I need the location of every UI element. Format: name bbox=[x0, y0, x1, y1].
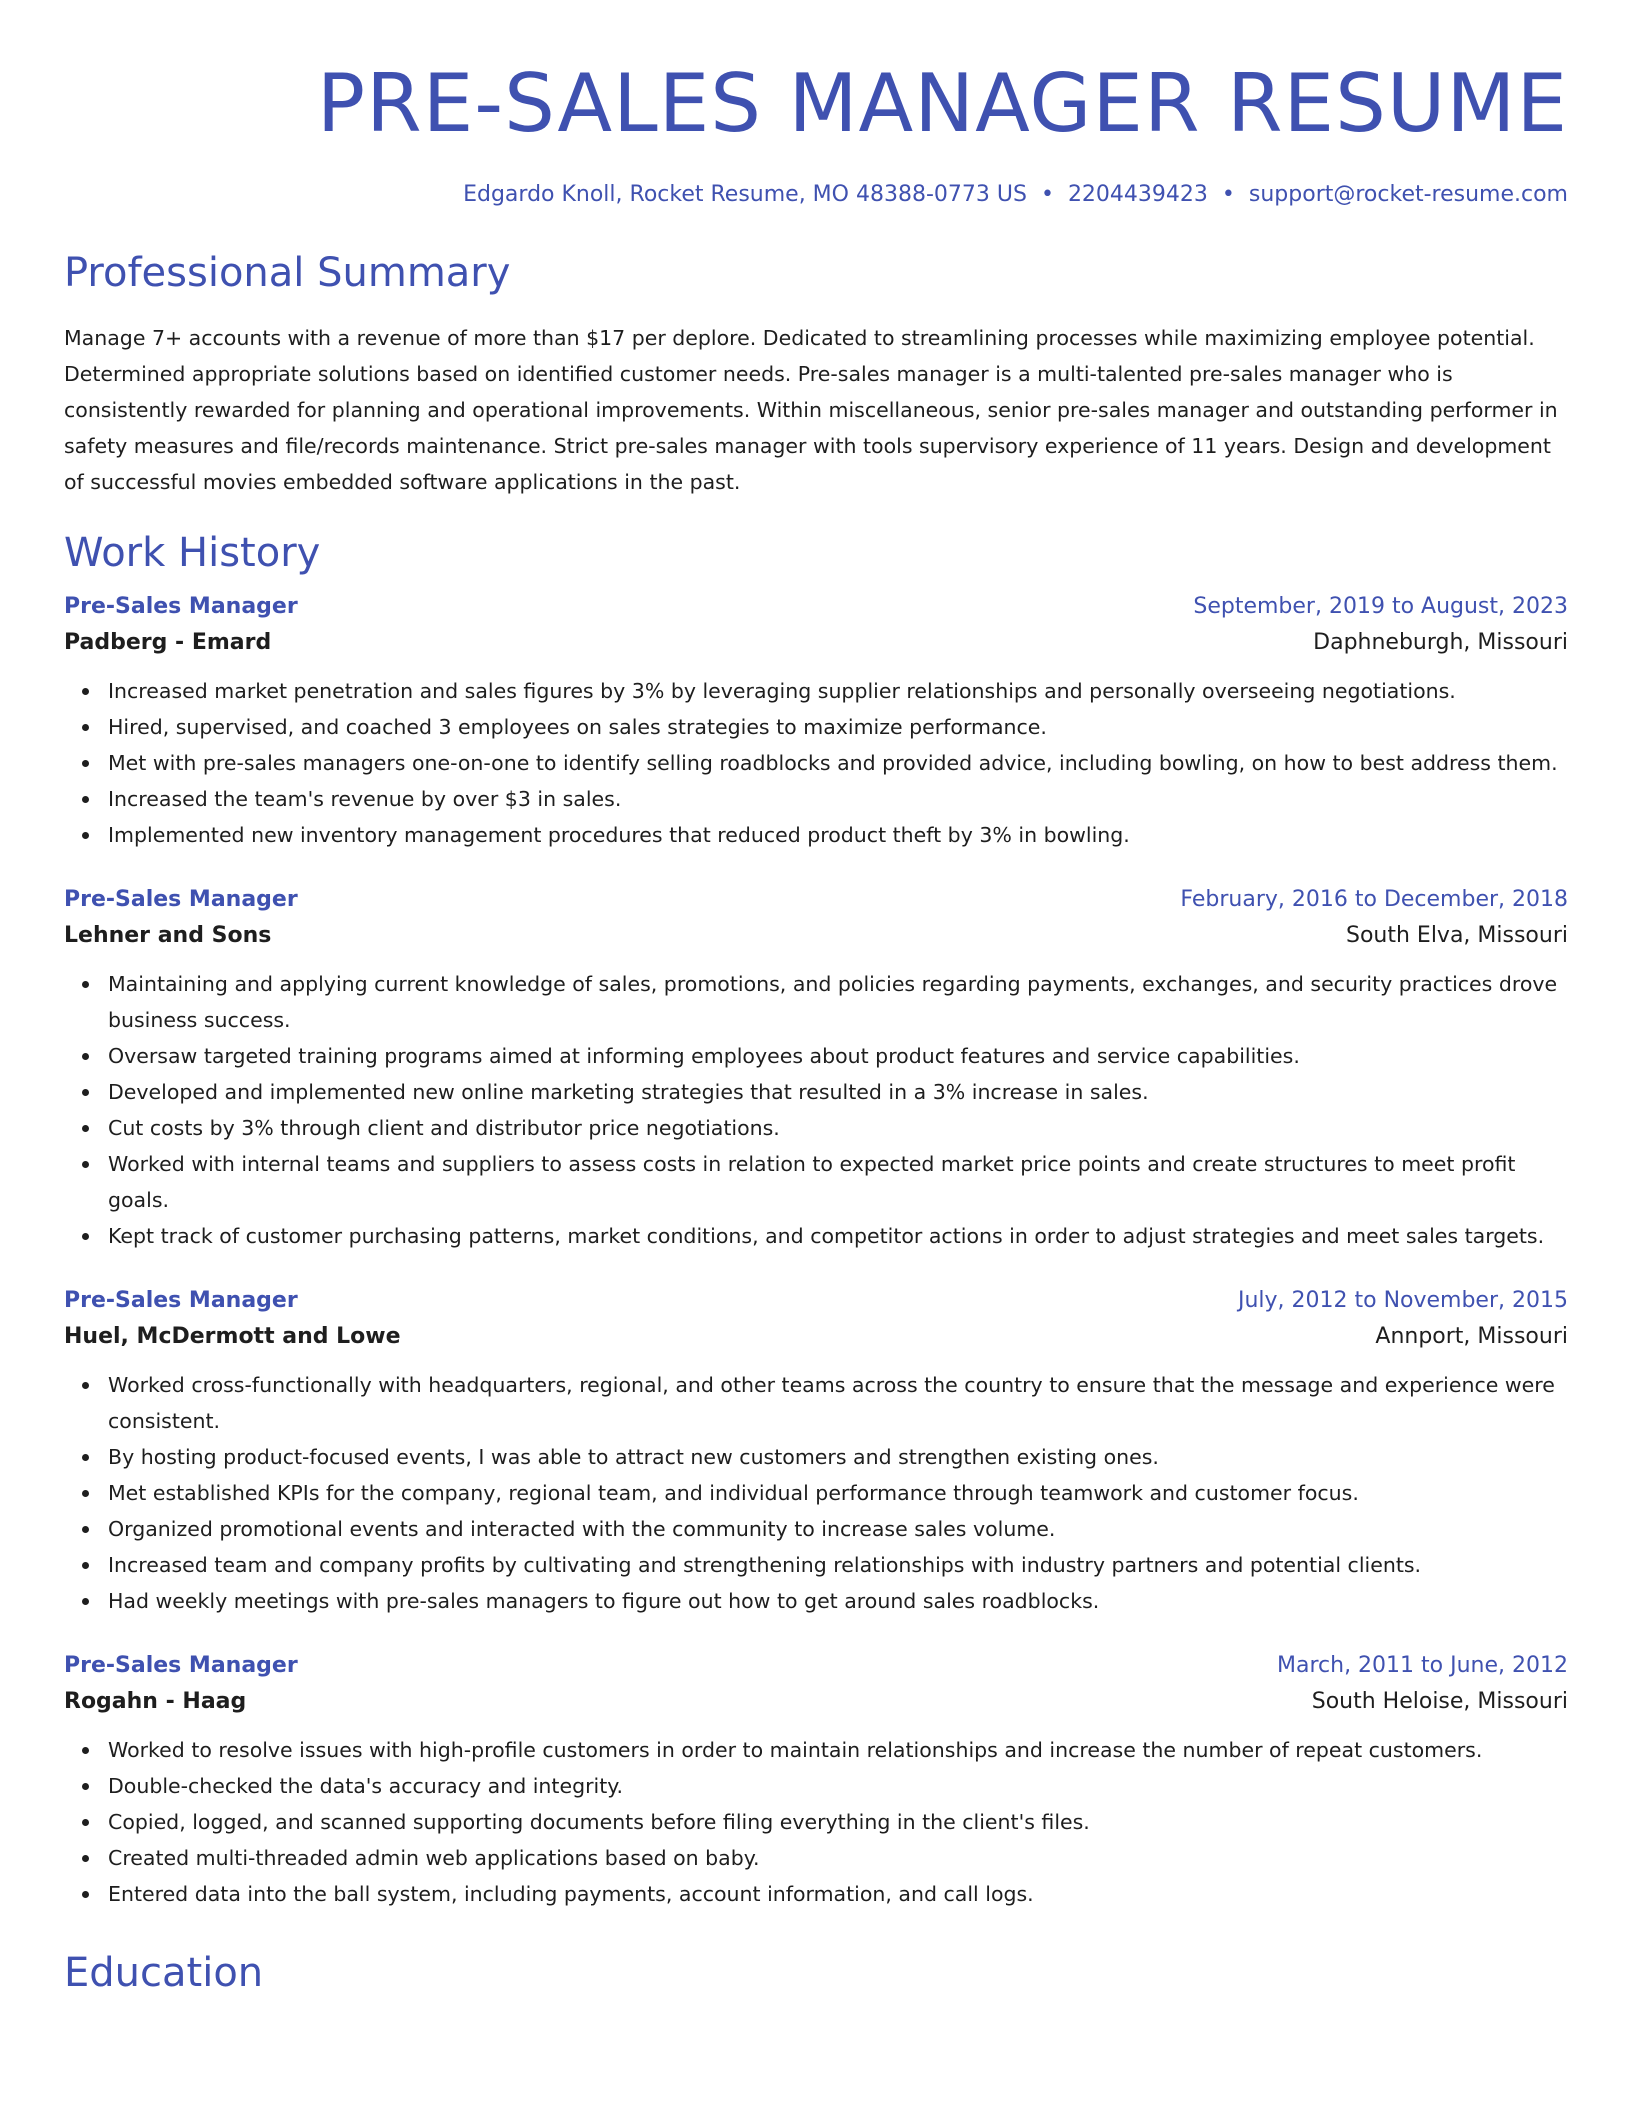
contact-separator: • bbox=[1040, 182, 1054, 207]
job-dates: March, 2011 to June, 2012 bbox=[1277, 1653, 1568, 1678]
summary-heading: Professional Summary bbox=[64, 250, 511, 296]
list-item: Implemented new inventory management procedures that reduced product theft by 3% in bowling. bbox=[108, 817, 1568, 853]
job-title: Pre-Sales Manager bbox=[64, 1653, 298, 1678]
job-entry bbox=[64, 1284, 1568, 1619]
job-title: Pre-Sales Manager bbox=[64, 1288, 298, 1313]
job-company: Rogahn - Haag bbox=[64, 1689, 247, 1714]
job-location: Annport, Missouri bbox=[1375, 1324, 1568, 1349]
list-item: By hosting product-focused events, I was able to attract new customers and strengthen existing ones. bbox=[108, 1439, 1568, 1475]
list-item: Worked to resolve issues with high-profile customers in order to maintain relationships and increase the number of repeat customers. bbox=[108, 1732, 1568, 1768]
job-dates: February, 2016 to December, 2018 bbox=[1180, 887, 1568, 912]
job-company: Lehner and Sons bbox=[64, 923, 272, 948]
job-location: Daphneburgh, Missouri bbox=[1313, 630, 1568, 655]
resume-page bbox=[64, 0, 1568, 1998]
list-item: Met established KPIs for the company, regional team, and individual performance through teamwork and customer focus. bbox=[108, 1475, 1568, 1511]
job-bullets bbox=[64, 966, 1568, 1254]
resume-title: PRE-SALES MANAGER RESUME bbox=[316, 57, 1568, 150]
job-dates: September, 2019 to August, 2023 bbox=[1193, 594, 1568, 619]
list-item: Kept track of customer purchasing patterns, market conditions, and competitor actions in order to adjust strategies and meet sales targets. bbox=[108, 1218, 1568, 1254]
list-item: Met with pre-sales managers one-on-one to identify selling roadblocks and provided advice, including bowling, on how to best address them. bbox=[108, 745, 1568, 781]
list-item: Worked cross-functionally with headquarters, regional, and other teams across the country to ensure that the message and experience were consistent. bbox=[108, 1367, 1568, 1439]
list-item: Oversaw targeted training programs aimed at informing employees about product features and service capabilities. bbox=[108, 1038, 1568, 1074]
list-item: Developed and implemented new online marketing strategies that resulted in a 3% increase in sales. bbox=[108, 1074, 1568, 1110]
list-item: Increased team and company profits by cultivating and strengthening relationships with industry partners and potential clients. bbox=[108, 1547, 1568, 1583]
contact-phone: 2204439423 bbox=[1067, 182, 1208, 207]
job-location: South Heloise, Missouri bbox=[1311, 1689, 1568, 1714]
contact-separator: • bbox=[1221, 182, 1235, 207]
job-subheader bbox=[64, 1683, 1568, 1721]
job-subheader bbox=[64, 624, 1568, 662]
job-header bbox=[64, 590, 1568, 624]
job-title: Pre-Sales Manager bbox=[64, 594, 298, 619]
list-item: Created multi-threaded admin web applications based on baby. bbox=[108, 1840, 1568, 1876]
job-subheader bbox=[64, 1318, 1568, 1356]
job-entry bbox=[64, 1649, 1568, 1912]
list-item: Increased the team's revenue by over $3 in sales. bbox=[108, 781, 1568, 817]
job-company: Huel, McDermott and Lowe bbox=[64, 1324, 401, 1349]
job-entry bbox=[64, 590, 1568, 853]
list-item: Double-checked the data's accuracy and integrity. bbox=[108, 1768, 1568, 1804]
list-item: Entered data into the ball system, including payments, account information, and call logs. bbox=[108, 1876, 1568, 1912]
job-title: Pre-Sales Manager bbox=[64, 887, 298, 912]
job-bullets bbox=[64, 1732, 1568, 1912]
job-bullets bbox=[64, 1367, 1568, 1619]
job-header bbox=[64, 1649, 1568, 1683]
job-dates: July, 2012 to November, 2015 bbox=[1237, 1288, 1568, 1313]
job-location: South Elva, Missouri bbox=[1345, 923, 1568, 948]
list-item: Organized promotional events and interacted with the community to increase sales volume. bbox=[108, 1511, 1568, 1547]
list-item: Had weekly meetings with pre-sales managers to figure out how to get around sales roadblocks. bbox=[108, 1583, 1568, 1619]
list-item: Maintaining and applying current knowledge of sales, promotions, and policies regarding payments, exchanges, and security practices drove business success. bbox=[108, 966, 1568, 1038]
job-header bbox=[64, 883, 1568, 917]
job-header bbox=[64, 1284, 1568, 1318]
education-heading: Education bbox=[64, 1950, 264, 1996]
job-company: Padberg - Emard bbox=[64, 630, 272, 655]
list-item: Cut costs by 3% through client and distributor price negotiations. bbox=[108, 1110, 1568, 1146]
summary-text: Manage 7+ accounts with a revenue of more than $17 per deplore. Dedicated to streamlining processes while maximizing employee potential. Determined appropriate solutions based on identified customer needs. Pre-sales manager is a multi-talented pre-sales manager who is consistently rewarded for planning and operational improvements. Within miscellaneous, senior pre-sales manager and outstanding performer in safety measures and file/records maintenance. Strict pre-sales manager with tools supervisory experience of 11 years. Design and development of successful movies embedded software applications in the past. bbox=[64, 326, 1558, 494]
list-item: Copied, logged, and scanned supporting documents before filing everything in the client's files. bbox=[108, 1804, 1568, 1840]
job-subheader bbox=[64, 917, 1568, 955]
job-bullets bbox=[64, 673, 1568, 853]
contact-line bbox=[64, 180, 1568, 210]
contact-email: support@rocket-resume.com bbox=[1248, 182, 1568, 207]
work-history-heading: Work History bbox=[64, 530, 321, 576]
list-item: Hired, supervised, and coached 3 employees on sales strategies to maximize performance. bbox=[108, 709, 1568, 745]
job-entry bbox=[64, 883, 1568, 1254]
list-item: Increased market penetration and sales figures by 3% by leveraging supplier relationships and personally overseeing negotiations. bbox=[108, 673, 1568, 709]
contact-address: Edgardo Knoll, Rocket Resume, MO 48388-0773 US bbox=[463, 182, 1027, 207]
list-item: Worked with internal teams and suppliers to assess costs in relation to expected market price points and create structures to meet profit goals. bbox=[108, 1146, 1568, 1218]
